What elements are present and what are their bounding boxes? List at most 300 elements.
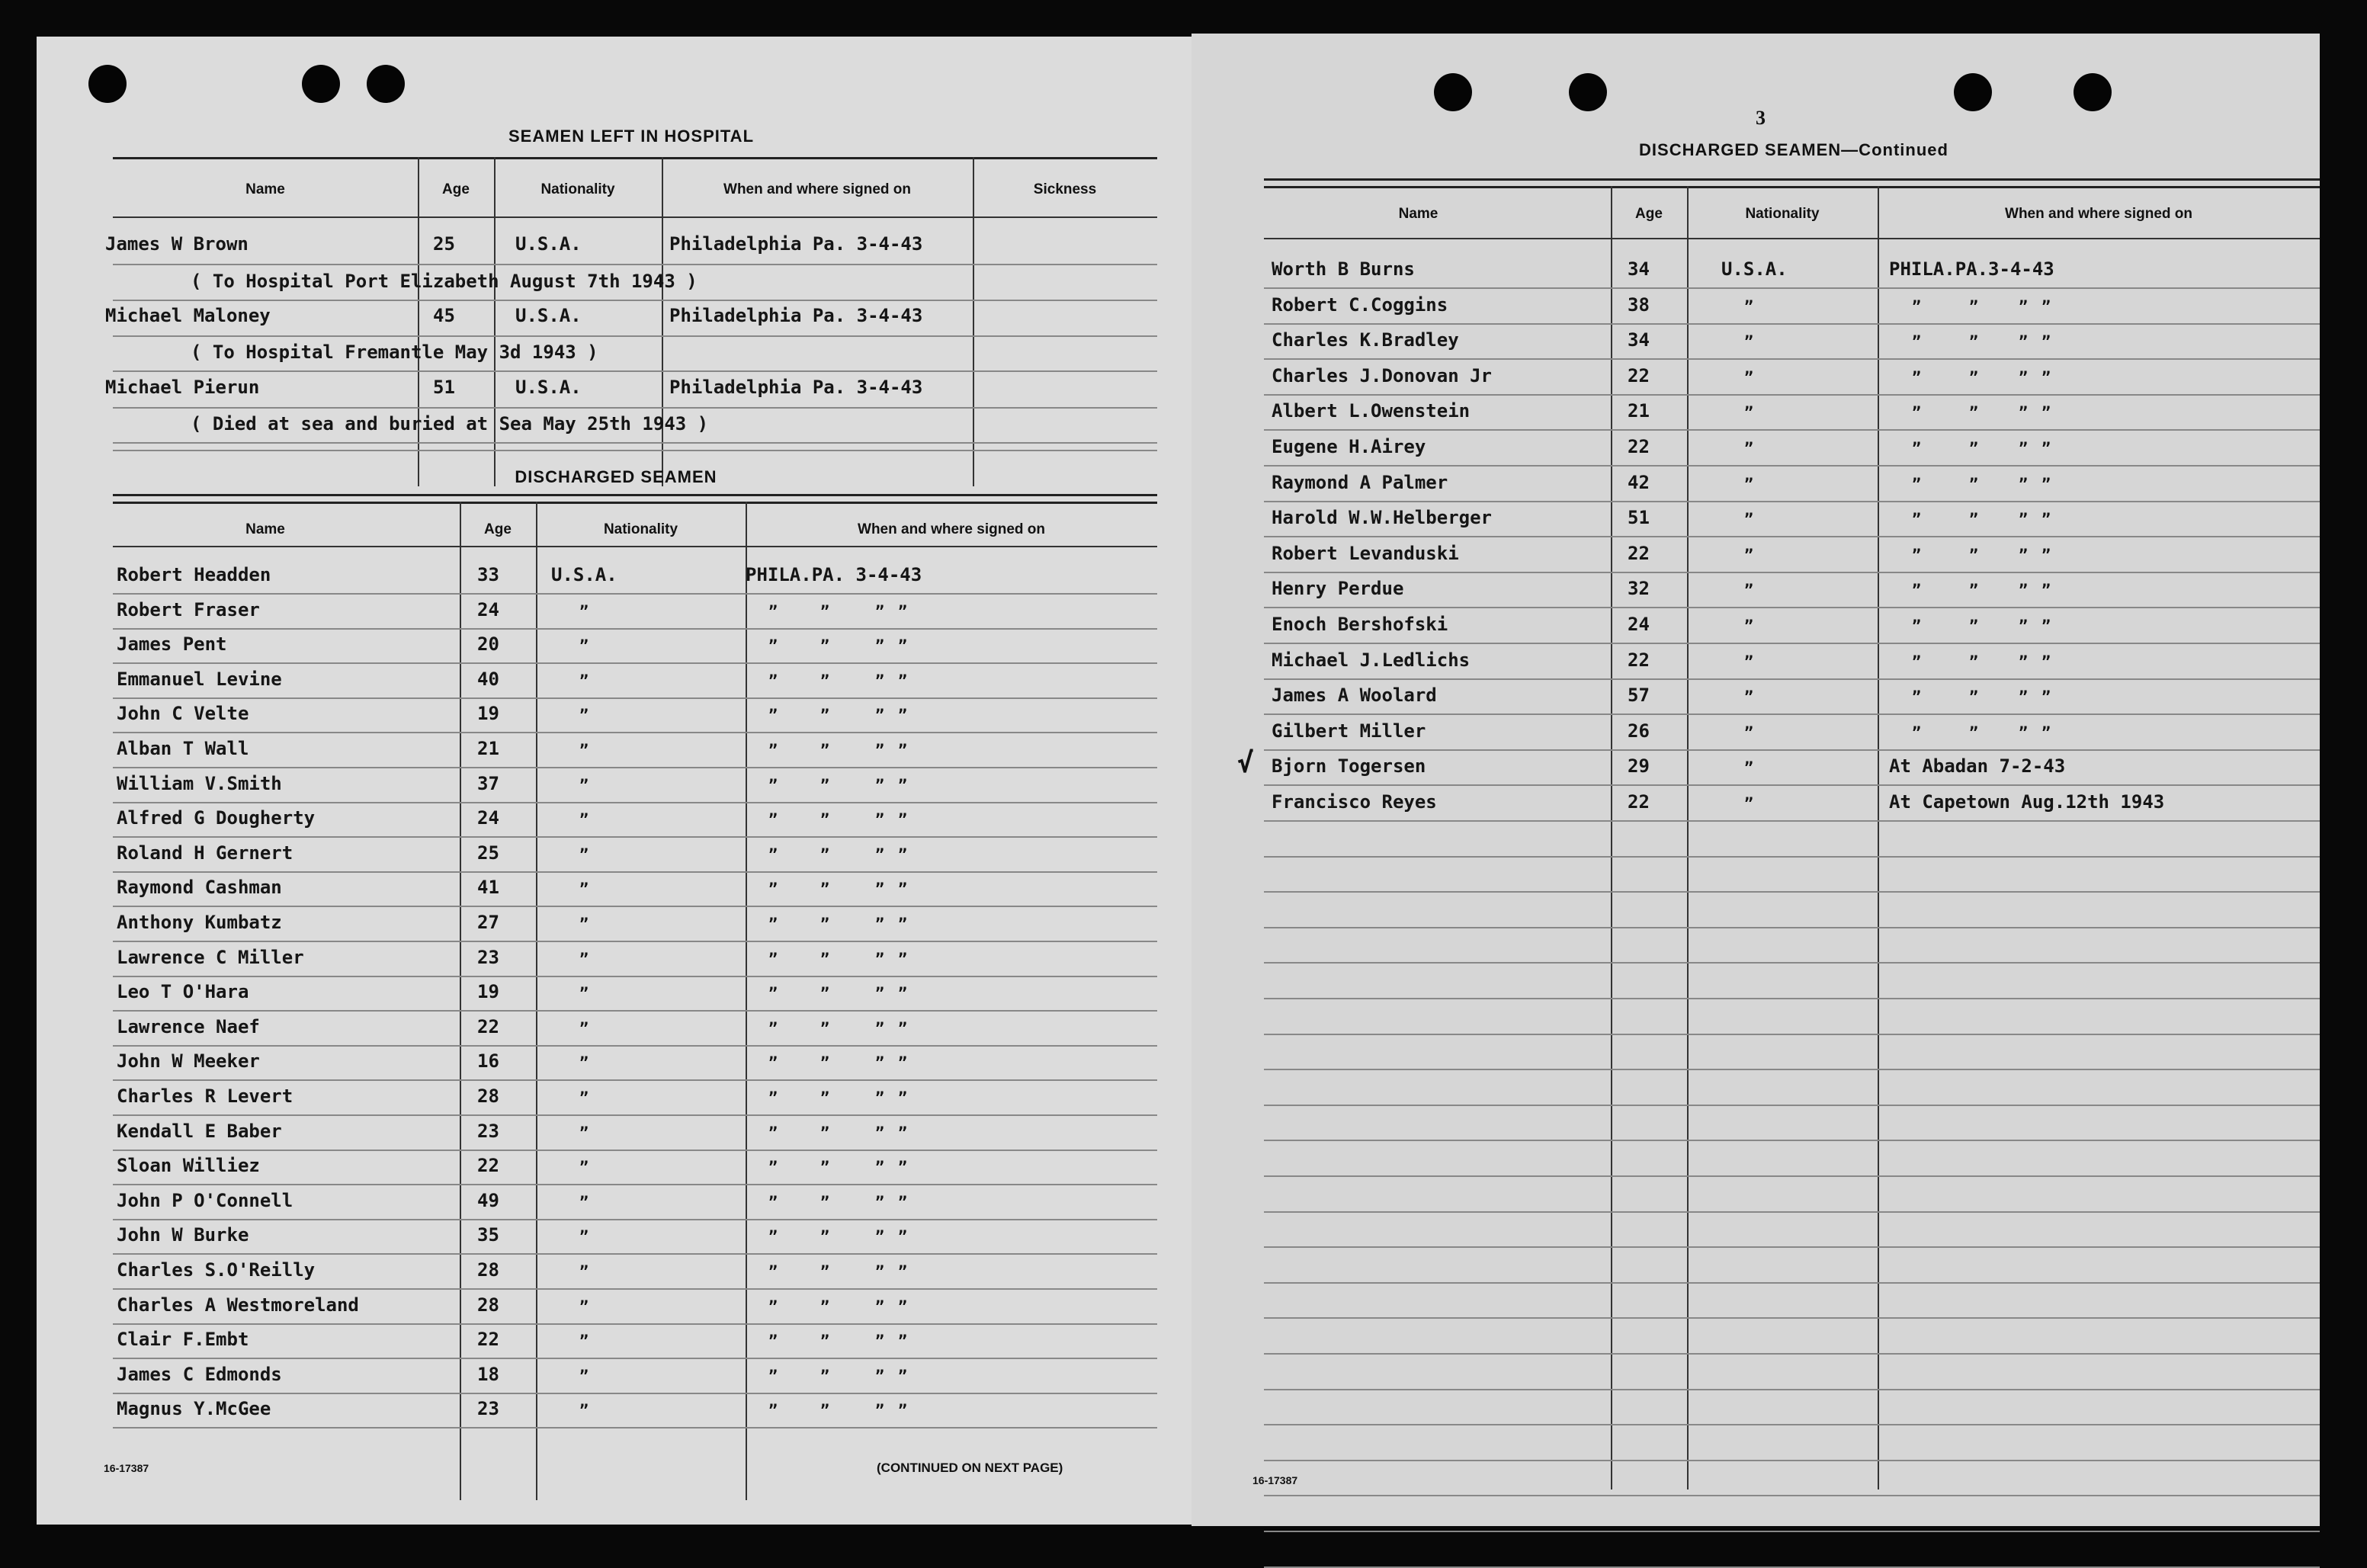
ditto-mark: ”	[898, 1367, 908, 1385]
row-rule	[1264, 287, 2320, 289]
row-rule	[113, 157, 1157, 159]
row-rule	[1264, 927, 2320, 928]
ditto-mark: ”	[875, 602, 885, 620]
right-name: Charles J.Donovan Jr	[1272, 365, 1492, 386]
discharged-age: 22	[477, 1155, 499, 1176]
ditto-mark: ”	[875, 706, 885, 724]
ditto-mark: ”	[1969, 403, 1979, 422]
ditto-mark: ”	[898, 741, 908, 759]
ditto-mark: ”	[1912, 653, 1922, 671]
right-name: Henry Perdue	[1272, 578, 1404, 599]
row-rule	[1264, 1531, 2320, 1532]
ditto-mark: ”	[1744, 653, 1754, 671]
row-rule	[1264, 1211, 2320, 1213]
row-rule	[1264, 962, 2320, 964]
row-rule	[113, 216, 1157, 218]
ditto-mark: ”	[2019, 439, 2029, 457]
hospital-nationality: U.S.A.	[515, 233, 582, 255]
ditto-mark: ”	[2041, 403, 2051, 422]
discharged-age: 24	[477, 807, 499, 829]
ditto-mark: ”	[1969, 723, 1979, 742]
ditto-mark: ”	[820, 1124, 830, 1142]
ditto-mark: ”	[898, 1158, 908, 1176]
ditto-mark: ”	[875, 1367, 885, 1385]
hospital-header-2: Nationality	[540, 181, 615, 197]
ditto-mark: ”	[820, 810, 830, 829]
punch-hole	[367, 65, 405, 103]
form-number: 16-17387	[1252, 1474, 1298, 1486]
row-rule	[1264, 1317, 2320, 1319]
ditto-mark: ”	[579, 984, 589, 1002]
page-number: 3	[1756, 107, 1766, 129]
ditto-mark: ”	[875, 880, 885, 898]
discharged-name: John P O'Connell	[117, 1190, 293, 1211]
ditto-mark: ”	[2019, 297, 2029, 316]
ditto-mark: ”	[768, 984, 778, 1002]
right-name: Gilbert Miller	[1272, 720, 1426, 742]
ditto-mark: ”	[820, 1019, 830, 1037]
row-rule	[113, 836, 1157, 838]
ditto-mark: ”	[579, 602, 589, 620]
ditto-mark: ”	[579, 1332, 589, 1350]
ditto-mark: ”	[768, 1193, 778, 1211]
column-rule	[460, 502, 461, 1500]
discharged-header-2: Nationality	[603, 521, 678, 537]
ditto-mark: ”	[2019, 332, 2029, 351]
right-signed-on: At Abadan 7-2-43	[1889, 755, 2066, 777]
ditto-mark: ”	[898, 984, 908, 1002]
ditto-mark: ”	[2041, 475, 2051, 493]
right-name: Robert Levanduski	[1272, 543, 1459, 564]
right-signed-on: PHILA.PA.3-4-43	[1889, 258, 2054, 280]
hospital-section-title: SEAMEN LEFT IN HOSPITAL	[508, 127, 755, 146]
check-mark: √	[1237, 748, 1254, 780]
hospital-note: ( To Hospital Fremantle May 3d 1943 )	[191, 341, 598, 363]
ditto-mark: ”	[898, 1193, 908, 1211]
discharged-age: 23	[477, 947, 499, 968]
discharged-section-title: DISCHARGED SEAMEN	[515, 467, 717, 486]
ditto-mark: ”	[898, 1332, 908, 1350]
discharged-name: Robert Fraser	[117, 599, 260, 620]
punch-hole	[88, 65, 127, 103]
ditto-mark: ”	[1744, 475, 1754, 493]
row-rule	[1264, 998, 2320, 999]
ditto-mark: ”	[579, 706, 589, 724]
hospital-header-3: When and where signed on	[723, 181, 911, 197]
ditto-mark: ”	[1744, 403, 1754, 422]
ditto-mark: ”	[579, 1053, 589, 1072]
row-rule	[113, 1393, 1157, 1394]
ditto-mark: ”	[898, 1053, 908, 1072]
right-page	[1192, 34, 2320, 1526]
ditto-mark: ”	[579, 636, 589, 655]
discharged-name: Charles A Westmoreland	[117, 1294, 359, 1316]
ditto-mark: ”	[1744, 758, 1754, 777]
right-age: 57	[1628, 685, 1650, 706]
ditto-mark: ”	[1969, 617, 1979, 635]
ditto-mark: ”	[875, 845, 885, 864]
discharged-name: John C Velte	[117, 703, 249, 724]
row-rule	[1264, 178, 2320, 181]
row-rule	[113, 1253, 1157, 1255]
right-header-2: Nationality	[1745, 206, 1820, 222]
discharged-age: 41	[477, 877, 499, 898]
ditto-mark: ”	[768, 602, 778, 620]
column-rule	[662, 157, 663, 486]
hospital-name: Michael Pierun	[105, 377, 260, 398]
ditto-mark: ”	[2041, 510, 2051, 528]
row-rule	[1264, 1246, 2320, 1248]
discharged-header-3: When and where signed on	[858, 521, 1045, 537]
punch-hole	[2074, 73, 2112, 111]
right-nationality: U.S.A.	[1721, 258, 1788, 280]
ditto-mark: ”	[579, 950, 589, 968]
right-age: 51	[1628, 507, 1650, 528]
right-age: 32	[1628, 578, 1650, 599]
row-rule	[113, 976, 1157, 977]
ditto-mark: ”	[1912, 332, 1922, 351]
row-rule	[1264, 1353, 2320, 1355]
row-rule	[113, 1358, 1157, 1359]
hospital-age: 45	[433, 305, 455, 326]
row-rule	[113, 1079, 1157, 1081]
ditto-mark: ”	[579, 915, 589, 933]
right-age: 22	[1628, 791, 1650, 813]
column-rule	[746, 502, 747, 1500]
ditto-mark: ”	[579, 741, 589, 759]
right-header-3: When and where signed on	[2005, 206, 2192, 222]
row-rule	[113, 941, 1157, 942]
row-rule	[1264, 891, 2320, 893]
punch-hole	[1434, 73, 1472, 111]
hospital-note: ( Died at sea and buried at Sea May 25th 1943 )	[191, 413, 709, 434]
discharged-name: William V.Smith	[117, 773, 282, 794]
row-rule	[1264, 358, 2320, 360]
ditto-mark: ”	[768, 1227, 778, 1246]
ditto-mark: ”	[898, 776, 908, 794]
ditto-mark: ”	[820, 880, 830, 898]
ditto-mark: ”	[2041, 439, 2051, 457]
ditto-mark: ”	[768, 1053, 778, 1072]
right-age: 21	[1628, 400, 1650, 422]
ditto-mark: ”	[1912, 297, 1922, 316]
right-age: 22	[1628, 649, 1650, 671]
ditto-mark: ”	[820, 1297, 830, 1316]
ditto-mark: ”	[898, 636, 908, 655]
ditto-mark: ”	[1912, 581, 1922, 599]
ditto-mark: ”	[820, 845, 830, 864]
discharged-name: James C Edmonds	[117, 1364, 282, 1385]
row-rule	[113, 906, 1157, 907]
ditto-mark: ”	[875, 1332, 885, 1350]
ditto-mark: ”	[768, 1158, 778, 1176]
column-rule	[1878, 186, 1879, 1489]
ditto-mark: ”	[2041, 581, 2051, 599]
ditto-mark: ”	[1912, 368, 1922, 386]
hospital-nationality: U.S.A.	[515, 305, 582, 326]
row-rule	[113, 264, 1157, 265]
discharged-age: 21	[477, 738, 499, 759]
row-rule	[1264, 1140, 2320, 1141]
ditto-mark: ”	[875, 984, 885, 1002]
ditto-mark: ”	[820, 636, 830, 655]
hospital-signed-on: Philadelphia Pa. 3-4-43	[669, 233, 923, 255]
discharged-name: Sloan Williez	[117, 1155, 260, 1176]
ditto-mark: ”	[579, 845, 589, 864]
ditto-mark: ”	[1969, 581, 1979, 599]
ditto-mark: ”	[1969, 688, 1979, 706]
ditto-mark: ”	[579, 1227, 589, 1246]
ditto-mark: ”	[2041, 297, 2051, 316]
right-header-0: Name	[1398, 206, 1438, 222]
ditto-mark: ”	[898, 1227, 908, 1246]
ditto-mark: ”	[768, 1332, 778, 1350]
ditto-mark: ”	[579, 1297, 589, 1316]
ditto-mark: ”	[898, 1089, 908, 1107]
ditto-mark: ”	[1969, 439, 1979, 457]
ditto-mark: ”	[820, 1089, 830, 1107]
row-rule	[113, 494, 1157, 496]
discharged-name: Lawrence C Miller	[117, 947, 304, 968]
ditto-mark: ”	[898, 706, 908, 724]
ditto-mark: ”	[820, 706, 830, 724]
ditto-mark: ”	[820, 984, 830, 1002]
ditto-mark: ”	[1744, 794, 1754, 813]
ditto-mark: ”	[579, 880, 589, 898]
right-name: Raymond A Palmer	[1272, 472, 1448, 493]
ditto-mark: ”	[768, 1124, 778, 1142]
ditto-mark: ”	[2041, 332, 2051, 351]
ditto-mark: ”	[579, 810, 589, 829]
row-rule	[113, 1150, 1157, 1151]
ditto-mark: ”	[820, 741, 830, 759]
hospital-header-1: Age	[442, 181, 470, 197]
discharged-age: 40	[477, 669, 499, 690]
hospital-signed-on: Philadelphia Pa. 3-4-43	[669, 377, 923, 398]
ditto-mark: ”	[898, 810, 908, 829]
row-rule	[113, 450, 1157, 451]
row-rule	[1264, 501, 2320, 502]
discharged-name: Clair F.Embt	[117, 1329, 249, 1350]
ditto-mark: ”	[875, 636, 885, 655]
row-rule	[113, 1323, 1157, 1325]
ditto-mark: ”	[820, 602, 830, 620]
row-rule	[113, 593, 1157, 595]
ditto-mark: ”	[820, 1401, 830, 1419]
ditto-mark: ”	[875, 1193, 885, 1211]
right-name: Francisco Reyes	[1272, 791, 1437, 813]
right-name: Michael J.Ledlichs	[1272, 649, 1471, 671]
row-rule	[1264, 856, 2320, 858]
ditto-mark: ”	[1744, 439, 1754, 457]
punch-hole	[302, 65, 340, 103]
discharged-age: 33	[477, 564, 499, 585]
ditto-mark: ”	[898, 672, 908, 690]
row-rule	[1264, 1282, 2320, 1284]
ditto-mark: ”	[875, 950, 885, 968]
ditto-mark: ”	[820, 915, 830, 933]
ditto-mark: ”	[579, 1019, 589, 1037]
right-age: 29	[1628, 755, 1650, 777]
ditto-mark: ”	[768, 706, 778, 724]
row-rule	[1264, 1034, 2320, 1035]
left-page	[37, 37, 1192, 1525]
right-name: James A Woolard	[1272, 685, 1437, 706]
discharged-age: 18	[477, 1364, 499, 1385]
ditto-mark: ”	[768, 950, 778, 968]
discharged-name: Charles S.O'Reilly	[117, 1259, 316, 1281]
ditto-mark: ”	[898, 880, 908, 898]
right-name: Bjorn Togersen	[1272, 755, 1426, 777]
row-rule	[1264, 238, 2320, 239]
right-age: 34	[1628, 258, 1650, 280]
row-rule	[113, 732, 1157, 733]
discharged-age: 49	[477, 1190, 499, 1211]
discharged-name: Lawrence Naef	[117, 1016, 260, 1037]
ditto-mark: ”	[820, 1262, 830, 1281]
right-age: 22	[1628, 365, 1650, 386]
right-name: Charles K.Bradley	[1272, 329, 1459, 351]
ditto-mark: ”	[1744, 581, 1754, 599]
ditto-mark: ”	[820, 1367, 830, 1385]
ditto-mark: ”	[1744, 297, 1754, 316]
row-rule	[1264, 465, 2320, 467]
discharged-name: Alfred G Dougherty	[117, 807, 316, 829]
ditto-mark: ”	[1912, 403, 1922, 422]
discharged-name: John W Burke	[117, 1224, 249, 1246]
ditto-mark: ”	[875, 915, 885, 933]
discharged-name: James Pent	[117, 633, 227, 655]
row-rule	[1264, 1424, 2320, 1425]
ditto-mark: ”	[768, 810, 778, 829]
ditto-mark: ”	[898, 1124, 908, 1142]
ditto-mark: ”	[875, 1019, 885, 1037]
ditto-mark: ”	[2041, 368, 2051, 386]
ditto-mark: ”	[1744, 688, 1754, 706]
ditto-mark: ”	[2019, 617, 2029, 635]
hospital-note: ( To Hospital Port Elizabeth August 7th 1943 )	[191, 271, 698, 292]
ditto-mark: ”	[579, 1158, 589, 1176]
ditto-mark: ”	[1744, 368, 1754, 386]
ditto-mark: ”	[1969, 475, 1979, 493]
ditto-mark: ”	[1912, 439, 1922, 457]
ditto-mark: ”	[2019, 546, 2029, 564]
hospital-name: James W Brown	[105, 233, 249, 255]
discharged-age: 27	[477, 912, 499, 933]
discharged-name: Raymond Cashman	[117, 877, 282, 898]
ditto-mark: ”	[1969, 653, 1979, 671]
ditto-mark: ”	[2019, 403, 2029, 422]
ditto-mark: ”	[579, 776, 589, 794]
row-rule	[1264, 607, 2320, 608]
row-rule	[1264, 1460, 2320, 1461]
ditto-mark: ”	[579, 1262, 589, 1281]
discharged-name: Charles R Levert	[117, 1085, 293, 1107]
column-rule	[973, 157, 974, 486]
hospital-header-0: Name	[245, 181, 285, 197]
ditto-mark: ”	[2041, 723, 2051, 742]
row-rule	[1264, 572, 2320, 573]
column-rule	[1687, 186, 1689, 1489]
row-rule	[1264, 186, 2320, 188]
ditto-mark: ”	[875, 1401, 885, 1419]
discharged-age: 22	[477, 1329, 499, 1350]
ditto-mark: ”	[1912, 617, 1922, 635]
discharged-age: 28	[477, 1085, 499, 1107]
ditto-mark: ”	[768, 1262, 778, 1281]
discharged-age: 20	[477, 633, 499, 655]
discharged-age: 24	[477, 599, 499, 620]
form-number: 16-17387	[104, 1462, 149, 1474]
column-rule	[536, 502, 537, 1500]
ditto-mark: ”	[875, 776, 885, 794]
right-signed-on: At Capetown Aug.12th 1943	[1889, 791, 2165, 813]
right-name: Eugene H.Airey	[1272, 436, 1426, 457]
ditto-mark: ”	[898, 1401, 908, 1419]
right-name: Enoch Bershofski	[1272, 614, 1448, 635]
discharged-age: 35	[477, 1224, 499, 1246]
row-rule	[113, 1219, 1157, 1220]
right-age: 22	[1628, 436, 1650, 457]
ditto-mark: ”	[875, 672, 885, 690]
ditto-mark: ”	[898, 950, 908, 968]
ditto-mark: ”	[768, 672, 778, 690]
row-rule	[113, 300, 1157, 301]
right-age: 38	[1628, 294, 1650, 316]
ditto-mark: ”	[875, 1158, 885, 1176]
discharged-age: 19	[477, 981, 499, 1002]
ditto-mark: ”	[1969, 546, 1979, 564]
row-rule	[1264, 749, 2320, 751]
ditto-mark: ”	[875, 1053, 885, 1072]
discharged-age: 16	[477, 1050, 499, 1072]
ditto-mark: ”	[875, 741, 885, 759]
discharged-nationality: U.S.A.	[551, 564, 617, 585]
row-rule	[113, 628, 1157, 630]
ditto-mark: ”	[768, 1401, 778, 1419]
ditto-mark: ”	[768, 1089, 778, 1107]
row-rule	[1264, 1175, 2320, 1177]
row-rule	[113, 1288, 1157, 1290]
row-rule	[113, 502, 1157, 504]
hospital-age: 25	[433, 233, 455, 255]
discharged-age: 37	[477, 773, 499, 794]
ditto-mark: ”	[2019, 688, 2029, 706]
row-rule	[113, 546, 1157, 547]
row-rule	[113, 697, 1157, 699]
ditto-mark: ”	[898, 602, 908, 620]
ditto-mark: ”	[579, 672, 589, 690]
ditto-mark: ”	[820, 1053, 830, 1072]
ditto-mark: ”	[898, 845, 908, 864]
discharged-name: Kendall E Baber	[117, 1121, 282, 1142]
ditto-mark: ”	[768, 1297, 778, 1316]
row-rule	[1264, 678, 2320, 680]
discharged-name: Magnus Y.McGee	[117, 1398, 271, 1419]
ditto-mark: ”	[1912, 723, 1922, 742]
discharged-age: 28	[477, 1294, 499, 1316]
right-name: Albert L.Owenstein	[1272, 400, 1471, 422]
row-rule	[1264, 1389, 2320, 1390]
ditto-mark: ”	[2019, 510, 2029, 528]
discharged-header-1: Age	[484, 521, 512, 537]
ditto-mark: ”	[875, 1297, 885, 1316]
ditto-mark: ”	[2019, 653, 2029, 671]
ditto-mark: ”	[2041, 546, 2051, 564]
ditto-mark: ”	[820, 672, 830, 690]
column-rule	[494, 157, 496, 486]
ditto-mark: ”	[1969, 368, 1979, 386]
